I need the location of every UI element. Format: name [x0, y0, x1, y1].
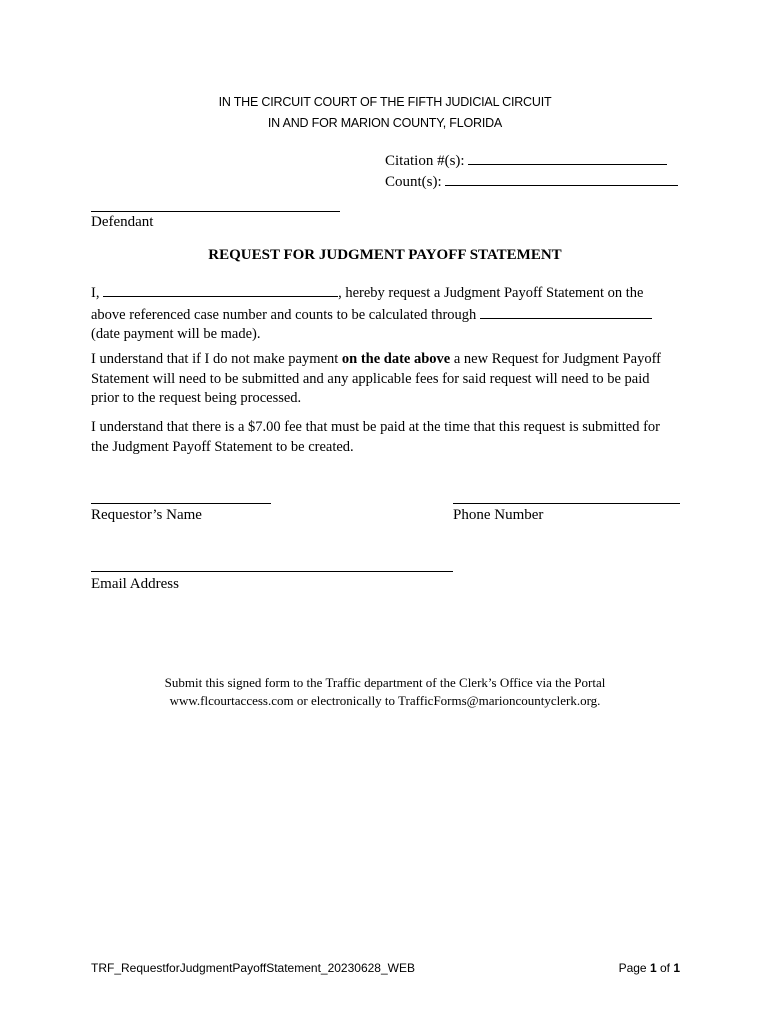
notice-paragraph-1 — [91, 350, 681, 409]
counts-field[interactable] — [445, 171, 678, 186]
submit-line-2: www.flcourtaccess.com or electronically to TrafficForms@marioncountyclerk.org. — [169, 693, 601, 708]
page-total: 1 — [673, 961, 680, 975]
notice2-text: I understand that there is a $7.00 fee that must be paid at the time that this request is submitted for the Judgment Payoff Statement to be created. — [91, 419, 660, 455]
citation-row — [385, 150, 681, 170]
email-address-line[interactable] — [91, 571, 453, 572]
form-id: TRF_RequestforJudgmentPayoffStatement_20230628_WEB — [91, 961, 415, 975]
notice-paragraph-2 — [91, 418, 681, 457]
requestor-name-field[interactable] — [103, 282, 338, 297]
submit-instructions — [0, 674, 770, 710]
notice1-bold: on the date above — [341, 351, 451, 367]
form-title: REQUEST FOR JUDGMENT PAYOFF STATEMENT — [208, 247, 562, 263]
request-paragraph — [91, 282, 681, 345]
page-number — [619, 961, 680, 975]
notice1-part2: a new Request for Judgment Payoff Statement will need to be submitted and any applicable fees for said request will need to be paid prior to the request being processed. — [91, 351, 661, 407]
page-current: 1 — [649, 961, 657, 975]
payment-date-field[interactable] — [480, 304, 652, 319]
request-prefix: I, — [91, 285, 100, 301]
counts-label: Count(s): — [385, 174, 442, 190]
request-text-2: above referenced case number and counts to be calculated through — [91, 306, 477, 323]
phone-number-line[interactable] — [453, 503, 680, 504]
notice1-part1: I understand that if I do not make payment — [91, 351, 342, 367]
requestor-signature-line[interactable] — [91, 503, 271, 504]
defendant-field[interactable] — [91, 211, 340, 212]
court-header-line-2: IN AND FOR MARION COUNTY, FLORIDA — [267, 116, 503, 130]
page-word: Page — [618, 961, 650, 975]
page-of-word: of — [656, 961, 674, 975]
request-text-1: , hereby request a Judgment Payoff Statement on the — [338, 285, 644, 301]
requestor-name-label: Requestor’s Name — [91, 507, 202, 523]
defendant-label: Defendant — [91, 214, 154, 230]
request-text-3: (date payment will be made). — [91, 326, 261, 343]
citation-label: Citation #(s): — [385, 153, 465, 169]
submit-line-1: Submit this signed form to the Traffic department of the Clerk’s Office via the Portal — [164, 675, 606, 690]
citation-field[interactable] — [468, 150, 667, 165]
email-address-label: Email Address — [91, 576, 179, 592]
court-header-line-1: IN THE CIRCUIT COURT OF THE FIFTH JUDICIAL CIRCUIT — [218, 95, 552, 109]
counts-row — [385, 171, 681, 191]
phone-number-label: Phone Number — [453, 507, 544, 523]
